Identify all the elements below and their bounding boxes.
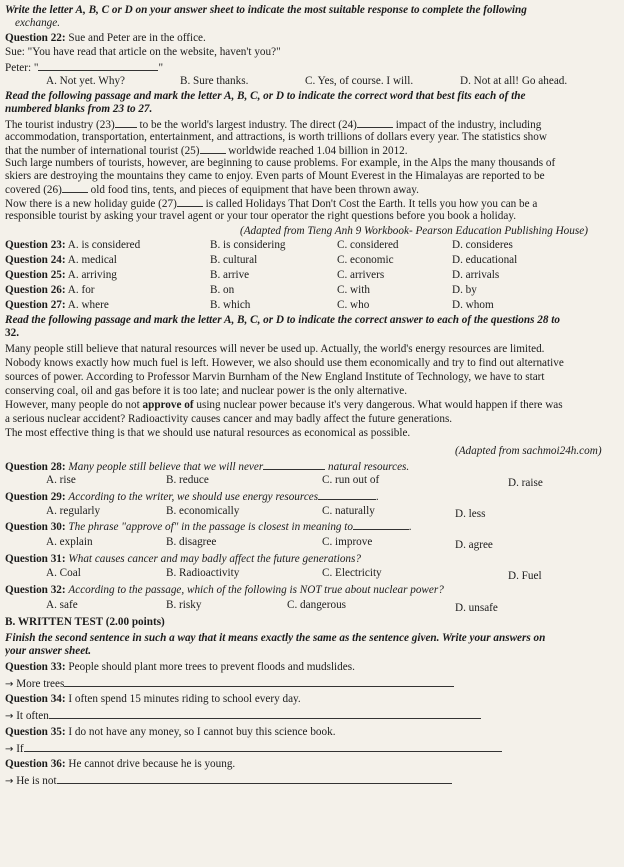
passage2-line-6: a serious nuclear accident? Radioactivity causes cancer and may badly affect the future generations. [5,413,453,425]
passage1-l3b: worldwide reached 1.04 billion in 2012. [228,145,408,157]
q25-label: Question 25: [5,269,66,281]
q28-option-c[interactable]: C. run out of [322,474,380,486]
q36-answer-line [5,774,622,788]
passage1-instruction-1: Read the following passage and mark the letter A, B, C, or D to indicate the correct word that best fits each of the [5,90,526,102]
passage2-line-2: Nobody knows exactly how much fuel is left. However, we also should use them economically and try to find out alternative [5,357,564,369]
q26-option-b[interactable]: B. on [210,284,235,296]
q34-start: It often [16,710,49,722]
written-instruction-2: your answer sheet. [5,645,92,657]
q36-text: He cannot drive because he is young. [68,758,236,770]
passage1-line-7 [5,197,622,211]
written-heading: B. WRITTEN TEST (2.00 points) [5,616,165,628]
q22-text: Sue and Peter are in the office. [68,32,206,44]
passage2-line-3: sources of power. According to Professor Marvin Burnham of the New England Institute of Technology, we have to start [5,371,545,383]
q25-option-c[interactable]: C. arrivers [337,269,385,281]
q22-peter-end: " [158,62,164,74]
q27-option-c[interactable]: C. who [337,299,370,311]
q29-blank [318,490,376,500]
q28-stem-b: natural resources. [328,461,410,473]
q30-stem-b: . [409,521,412,533]
q23-row [5,239,622,252]
arrow-icon: → [5,776,14,787]
q25-row [5,269,622,282]
q22-stem [5,32,622,45]
q22-peter-start: Peter: " [5,62,39,74]
passage1-l6b: old food tins, tents, and pieces of equipment that have been thrown away. [90,184,419,196]
q22-blank [38,61,158,71]
blank-25 [200,144,226,154]
q22-option-d[interactable]: D. Not at all! Go ahead. [460,75,568,87]
approve-of-phrase: approve of [142,399,194,411]
q30-stem-a: The phrase "approve of" in the passage is closest in meaning to [68,521,354,533]
passage1-l7b: is called Holidays That Don't Cost the Earth. It tells you how you can be a [205,198,538,210]
q33-text: People should plant more trees to prevent floods and mudslides. [68,661,355,673]
q22-option-c[interactable]: C. Yes, of course. I will. [305,75,414,87]
q33-stem [5,661,622,674]
q26-option-c[interactable]: C. with [337,284,370,296]
q31-stem [5,553,622,566]
passage1-line-3 [5,144,622,158]
q36-start: He is not [16,775,57,787]
q34-answer-blank[interactable] [49,709,481,719]
q28-stem-a: Many people still believe that we will never [68,461,264,473]
written-instruction-1: Finish the second sentence in such a way that it means exactly the same as the sentence given. Write your answers on [5,632,546,644]
blank-27 [177,197,203,207]
q23-option-d[interactable]: D. consideres [452,239,513,251]
arrow-icon: → [5,679,14,690]
passage1-line-5: skiers are destroying the mountains they came to enjoy. Even parts of Mount Everest in the Himalayas are reported to be [5,170,545,182]
q32-option-a[interactable]: A. safe [46,599,78,611]
q30-stem [5,520,622,534]
q26-option-a[interactable]: A. for [67,284,95,296]
q32-option-c[interactable]: C. dangerous [287,599,347,611]
q33-start: More trees [16,678,65,690]
q30-option-d[interactable]: D. agree [455,539,493,551]
q23-option-b[interactable]: B. is considering [210,239,286,251]
q29-stem-a: According to the writer, we should use energy resources [68,491,319,503]
passage1-line-2: accommodation, transportation, entertainment, and attractions, is worth trillions of dollars every year. The statistics show [5,131,547,143]
q30-blank [353,520,409,530]
q30-label: Question 30: [5,521,66,533]
q31-option-b[interactable]: B. Radioactivity [166,567,240,579]
q29-option-a[interactable]: A. regularly [46,505,101,517]
q27-label: Question 27: [5,299,66,311]
q22-sue-line: Sue: "You have read that article on the website, haven't you?" [5,46,281,58]
q35-answer-line [5,742,622,756]
q25-option-d[interactable]: D. arrivals [452,269,500,281]
passage1-source: (Adapted from Tieng Anh 9 Workbook- Pearson Education Publishing House) [240,225,588,237]
q29-label: Question 29: [5,491,66,503]
passage2-source: (Adapted from sachmoi24h.com) [455,445,602,457]
q29-option-d[interactable]: D. less [455,508,486,520]
q30-option-a[interactable]: A. explain [46,536,93,548]
blank-26 [62,183,88,193]
q34-label: Question 34: [5,693,66,705]
instruction-q22-cont: exchange. [15,17,61,29]
q34-text: I often spend 15 minutes riding to school every day. [68,693,301,705]
q32-option-b[interactable]: B. risky [166,599,202,611]
passage1-line-4: Such large numbers of tourists, however, are beginning to cause problems. For example, in the Alps the many thousands of [5,157,556,169]
q27-row [5,299,622,312]
passage1-l1c: impact of the industry, including [395,119,542,131]
q25-option-a[interactable]: A. arriving [67,269,117,281]
q28-blank [263,460,325,470]
q24-row [5,254,622,267]
passage2-p5c: using nuclear power because it's very dangerous. What would happen if there was [193,399,563,411]
q34-answer-line [5,709,622,723]
passage2-line-1: Many people still believe that natural resources will never be used up. Actually, the world's energy resources are limited. [5,343,545,355]
passage2-line-5 [5,399,622,412]
q36-label: Question 36: [5,758,66,770]
q35-stem [5,726,622,739]
passage1-l1b: to be the world's largest industry. The direct (24) [139,119,357,131]
passage1-line-1 [5,118,622,132]
q30-option-b[interactable]: B. disagree [166,536,217,548]
blank-24 [357,118,393,128]
q27-option-a[interactable]: A. where [67,299,109,311]
q35-label: Question 35: [5,726,66,738]
q32-stem-a: According to the passage, which of the following is NOT true about nuclear power? [68,584,444,596]
q31-stem-a: What causes cancer and may badly affect the future generations? [68,553,361,565]
q28-label: Question 28: [5,461,66,473]
q23-option-c[interactable]: C. considered [337,239,399,251]
q23-option-a[interactable]: A. is considered [67,239,141,251]
q29-option-b[interactable]: B. economically [166,505,240,517]
q26-option-d[interactable]: D. by [452,284,477,296]
q28-option-d[interactable]: D. raise [508,477,543,489]
q24-option-d[interactable]: D. educational [452,254,518,266]
arrow-icon: → [5,711,14,722]
q28-stem [5,460,622,474]
q28-option-b[interactable]: B. reduce [166,474,209,486]
q34-stem [5,693,622,706]
q35-start: If [16,743,24,755]
q35-text: I do not have any money, so I cannot buy this science book. [68,726,336,738]
q24-option-a[interactable]: A. medical [67,254,117,266]
q32-label: Question 32: [5,584,66,596]
q31-option-a[interactable]: A. Coal [46,567,81,579]
q32-option-d[interactable]: D. unsafe [455,602,498,614]
passage1-l1a: The tourist industry (23) [5,119,115,131]
passage1-l6a: covered (26) [5,184,62,196]
arrow-icon: → [5,744,14,755]
q29-stem [5,490,622,504]
passage2-instruction-2: 32. [5,327,19,339]
passage1-line-6 [5,183,622,197]
q22-peter-line [5,61,622,75]
passage2-line-7: The most effective thing is that we should use natural resources as economical as possible. [5,427,411,439]
q24-label: Question 24: [5,254,66,266]
q29-stem-b: . [376,491,379,503]
q25-option-b[interactable]: B. arrive [210,269,250,281]
q31-option-c[interactable]: C. Electricity [322,567,382,579]
q27-option-b[interactable]: B. which [210,299,251,311]
q32-stem [5,584,622,597]
q33-answer-line [5,677,622,691]
passage2-instruction-1: Read the following passage and mark the letter A, B, C, or D to indicate the correct answer to each of the questions 28 to [5,314,560,326]
q29-option-c[interactable]: C. naturally [322,505,375,517]
q26-label: Question 26: [5,284,66,296]
q33-label: Question 33: [5,661,66,673]
blank-23 [115,118,137,128]
q22-label: Question 22: [5,32,66,44]
passage1-l3a: that the number of international tourist (25) [5,145,200,157]
passage1-l7a: Now there is a new holiday guide (27) [5,198,177,210]
instruction-q22: Write the letter A, B, C or D on your answer sheet to indicate the most suitable response to complete the following [5,4,527,16]
passage2-line-4: conserving coal, oil and gas before it is too late; and nuclear power is the only alternative. [5,385,407,397]
q22-option-b[interactable]: B. Sure thanks. [180,75,249,87]
q24-option-c[interactable]: C. economic [337,254,394,266]
q22-option-a[interactable]: A. Not yet. Why? [46,75,126,87]
q36-stem [5,758,622,771]
q30-option-c[interactable]: C. improve [322,536,373,548]
q35-answer-blank[interactable] [24,742,502,752]
q31-label: Question 31: [5,553,66,565]
q23-label: Question 23: [5,239,66,251]
q28-option-a[interactable]: A. rise [46,474,76,486]
q24-option-b[interactable]: B. cultural [210,254,258,266]
q36-answer-blank[interactable] [57,774,452,784]
q33-answer-blank[interactable] [64,677,454,687]
q31-option-d[interactable]: D. Fuel [508,570,542,582]
q26-row [5,284,622,297]
passage2-p5a: However, many people do not [5,399,143,411]
q27-option-d[interactable]: D. whom [452,299,494,311]
passage1-line-8: responsible tourist by asking your travel agent or your tour operator the right questions before you book a holiday. [5,210,516,222]
passage1-instruction-2: numbered blanks from 23 to 27. [5,103,153,115]
